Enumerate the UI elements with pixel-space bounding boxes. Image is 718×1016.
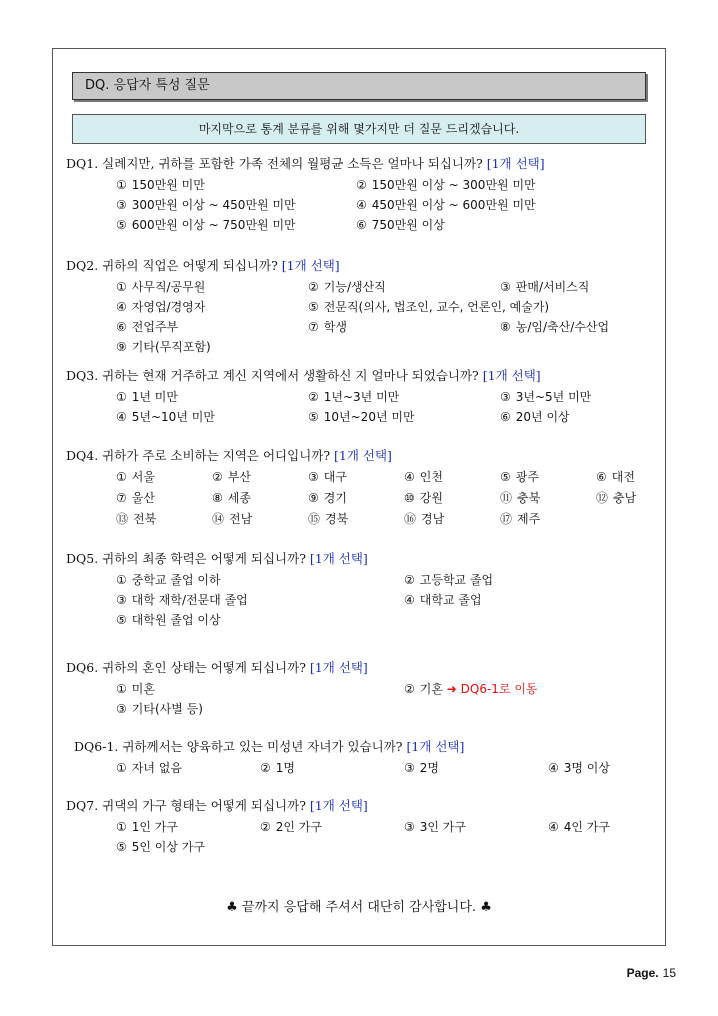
option-dq4-14[interactable]: ⑭ 전남 xyxy=(212,512,253,526)
intro-box: 마지막으로 통계 분류를 위해 몇가지만 더 질문 드리겠습니다. xyxy=(72,114,646,144)
option-dq5-3[interactable]: ③ 대학 재학/전문대 졸업 xyxy=(116,593,248,607)
select-tag: [1개 선택] xyxy=(486,156,545,171)
option-dq5-5[interactable]: ⑤ 대학원 졸업 이상 xyxy=(116,613,221,627)
question-dq1 xyxy=(66,156,545,172)
option-dq3-5[interactable]: ⑤ 10년~20년 미만 xyxy=(308,410,415,424)
select-tag: [1개 선택] xyxy=(309,551,368,566)
question-dq6 xyxy=(66,660,368,676)
option-dq2-8[interactable]: ⑧ 농/임/축산/수산업 xyxy=(500,320,610,334)
option-dq3-2[interactable]: ② 1년~3년 미만 xyxy=(308,390,400,404)
option-dq4-5[interactable]: ⑤ 광주 xyxy=(500,470,539,484)
option-dq4-7[interactable]: ⑦ 울산 xyxy=(116,491,155,505)
select-tag: [1개 선택] xyxy=(281,258,340,273)
option-dq1-2[interactable]: ② 150만원 이상 ~ 300만원 미만 xyxy=(356,178,536,192)
question-text: DQ7. 귀댁의 가구 형태는 어떻게 되십니까? xyxy=(66,798,306,813)
question-dq3 xyxy=(66,368,541,384)
question-text: DQ3. 귀하는 현재 거주하고 계신 지역에서 생활하신 지 얼마나 되었습니까? xyxy=(66,368,479,383)
select-tag: [1개 선택] xyxy=(406,739,465,754)
option-dq3-4[interactable]: ④ 5년~10년 미만 xyxy=(116,410,215,424)
question-dq4 xyxy=(66,448,392,464)
select-tag: [1개 선택] xyxy=(309,798,368,813)
question-text: DQ5. 귀하의 최종 학력은 어떻게 되십니까? xyxy=(66,551,306,566)
option-dq2-9[interactable]: ⑨ 기타(무직포함) xyxy=(116,340,211,354)
option-dq6-1[interactable]: ① 미혼 xyxy=(116,682,155,696)
question-dq5 xyxy=(66,551,368,567)
option-dq1-3[interactable]: ③ 300만원 이상 ~ 450만원 미만 xyxy=(116,198,296,212)
option-dq1-5[interactable]: ⑤ 600만원 이상 ~ 750만원 미만 xyxy=(116,218,296,232)
page-number: Page. 15 xyxy=(626,966,676,980)
question-text: DQ4. 귀하가 주로 소비하는 지역은 어디입니까? xyxy=(66,448,331,463)
option-dq4-15[interactable]: ⑮ 경북 xyxy=(308,512,349,526)
option-dq6-1-1[interactable]: ① 자녀 없음 xyxy=(116,761,182,775)
option-dq2-6[interactable]: ⑥ 전업주부 xyxy=(116,320,179,334)
select-tag: [1개 선택] xyxy=(334,448,392,463)
option-dq4-12[interactable]: ⑫ 충남 xyxy=(596,491,637,505)
option-dq4-8[interactable]: ⑧ 세종 xyxy=(212,491,251,505)
option-dq4-3[interactable]: ③ 대구 xyxy=(308,470,347,484)
question-dq7 xyxy=(66,798,368,814)
option-dq5-4[interactable]: ④ 대학교 졸업 xyxy=(404,593,482,607)
closing-message: ♣ 끝까지 응답해 주셔서 대단히 감사합니다. ♣ xyxy=(226,900,492,915)
question-text: DQ6. 귀하의 혼인 상태는 어떻게 되십니까? xyxy=(66,660,306,675)
option-dq7-3[interactable]: ③ 3인 가구 xyxy=(404,820,466,834)
option-dq6-2[interactable]: ② 기혼 ➜ DQ6-1로 이동 xyxy=(404,682,538,696)
option-dq7-5[interactable]: ⑤ 5인 이상 가구 xyxy=(116,840,205,854)
section-title: DQ. 응답자 특성 질문 xyxy=(72,72,646,100)
question-dq6-1 xyxy=(74,739,464,755)
option-dq4-11[interactable]: ⑪ 충북 xyxy=(500,491,541,505)
option-dq6-1-4[interactable]: ④ 3명 이상 xyxy=(548,761,610,775)
option-dq5-2[interactable]: ② 고등학교 졸업 xyxy=(404,573,494,587)
question-text: DQ1. 실례지만, 귀하를 포함한 가족 전체의 월평균 소득은 얼마나 되십니까? xyxy=(66,156,483,171)
option-dq3-3[interactable]: ③ 3년~5년 미만 xyxy=(500,390,592,404)
option-dq2-2[interactable]: ② 기능/생산직 xyxy=(308,280,386,294)
option-dq2-7[interactable]: ⑦ 학생 xyxy=(308,320,347,334)
option-dq6-1-2[interactable]: ② 1명 xyxy=(260,761,295,775)
question-dq2 xyxy=(66,258,340,274)
option-dq7-2[interactable]: ② 2인 가구 xyxy=(260,820,322,834)
select-tag: [1개 선택] xyxy=(309,660,368,675)
option-dq4-10[interactable]: ⑩ 강원 xyxy=(404,491,443,505)
option-dq4-1[interactable]: ① 서울 xyxy=(116,470,155,484)
option-dq1-4[interactable]: ④ 450만원 이상 ~ 600만원 미만 xyxy=(356,198,536,212)
option-dq7-1[interactable]: ① 1인 가구 xyxy=(116,820,178,834)
option-dq2-1[interactable]: ① 사무직/공무원 xyxy=(116,280,206,294)
option-dq3-1[interactable]: ① 1년 미만 xyxy=(116,390,178,404)
option-dq7-4[interactable]: ④ 4인 가구 xyxy=(548,820,610,834)
option-dq6-3[interactable]: ③ 기타(사별 등) xyxy=(116,702,203,716)
option-dq2-5[interactable]: ⑤ 전문직(의사, 법조인, 교수, 언론인, 예술가) xyxy=(308,300,550,314)
option-dq1-6[interactable]: ⑥ 750만원 이상 xyxy=(356,218,445,232)
option-dq4-17[interactable]: ⑰ 제주 xyxy=(500,512,541,526)
option-dq4-4[interactable]: ④ 인천 xyxy=(404,470,443,484)
option-dq6-1-3[interactable]: ③ 2명 xyxy=(404,761,439,775)
question-text: DQ6-1. 귀하께서는 양육하고 있는 미성년 자녀가 있습니까? xyxy=(74,739,403,754)
question-text: DQ2. 귀하의 직업은 어떻게 되십니까? xyxy=(66,258,278,273)
select-tag: [1개 선택] xyxy=(482,368,541,383)
option-dq2-4[interactable]: ④ 자영업/경영자 xyxy=(116,300,206,314)
option-dq4-6[interactable]: ⑥ 대전 xyxy=(596,470,635,484)
option-dq1-1[interactable]: ① 150만원 미만 xyxy=(116,178,205,192)
option-dq4-9[interactable]: ⑨ 경기 xyxy=(308,491,347,505)
option-dq4-13[interactable]: ⑬ 전북 xyxy=(116,512,157,526)
route-instruction: ➜ DQ6-1로 이동 xyxy=(446,682,538,696)
option-dq2-3[interactable]: ③ 판매/서비스직 xyxy=(500,280,590,294)
option-dq5-1[interactable]: ① 중학교 졸업 이하 xyxy=(116,573,221,587)
option-dq4-16[interactable]: ⑯ 경남 xyxy=(404,512,445,526)
option-dq3-6[interactable]: ⑥ 20년 이상 xyxy=(500,410,570,424)
option-dq4-2[interactable]: ② 부산 xyxy=(212,470,251,484)
